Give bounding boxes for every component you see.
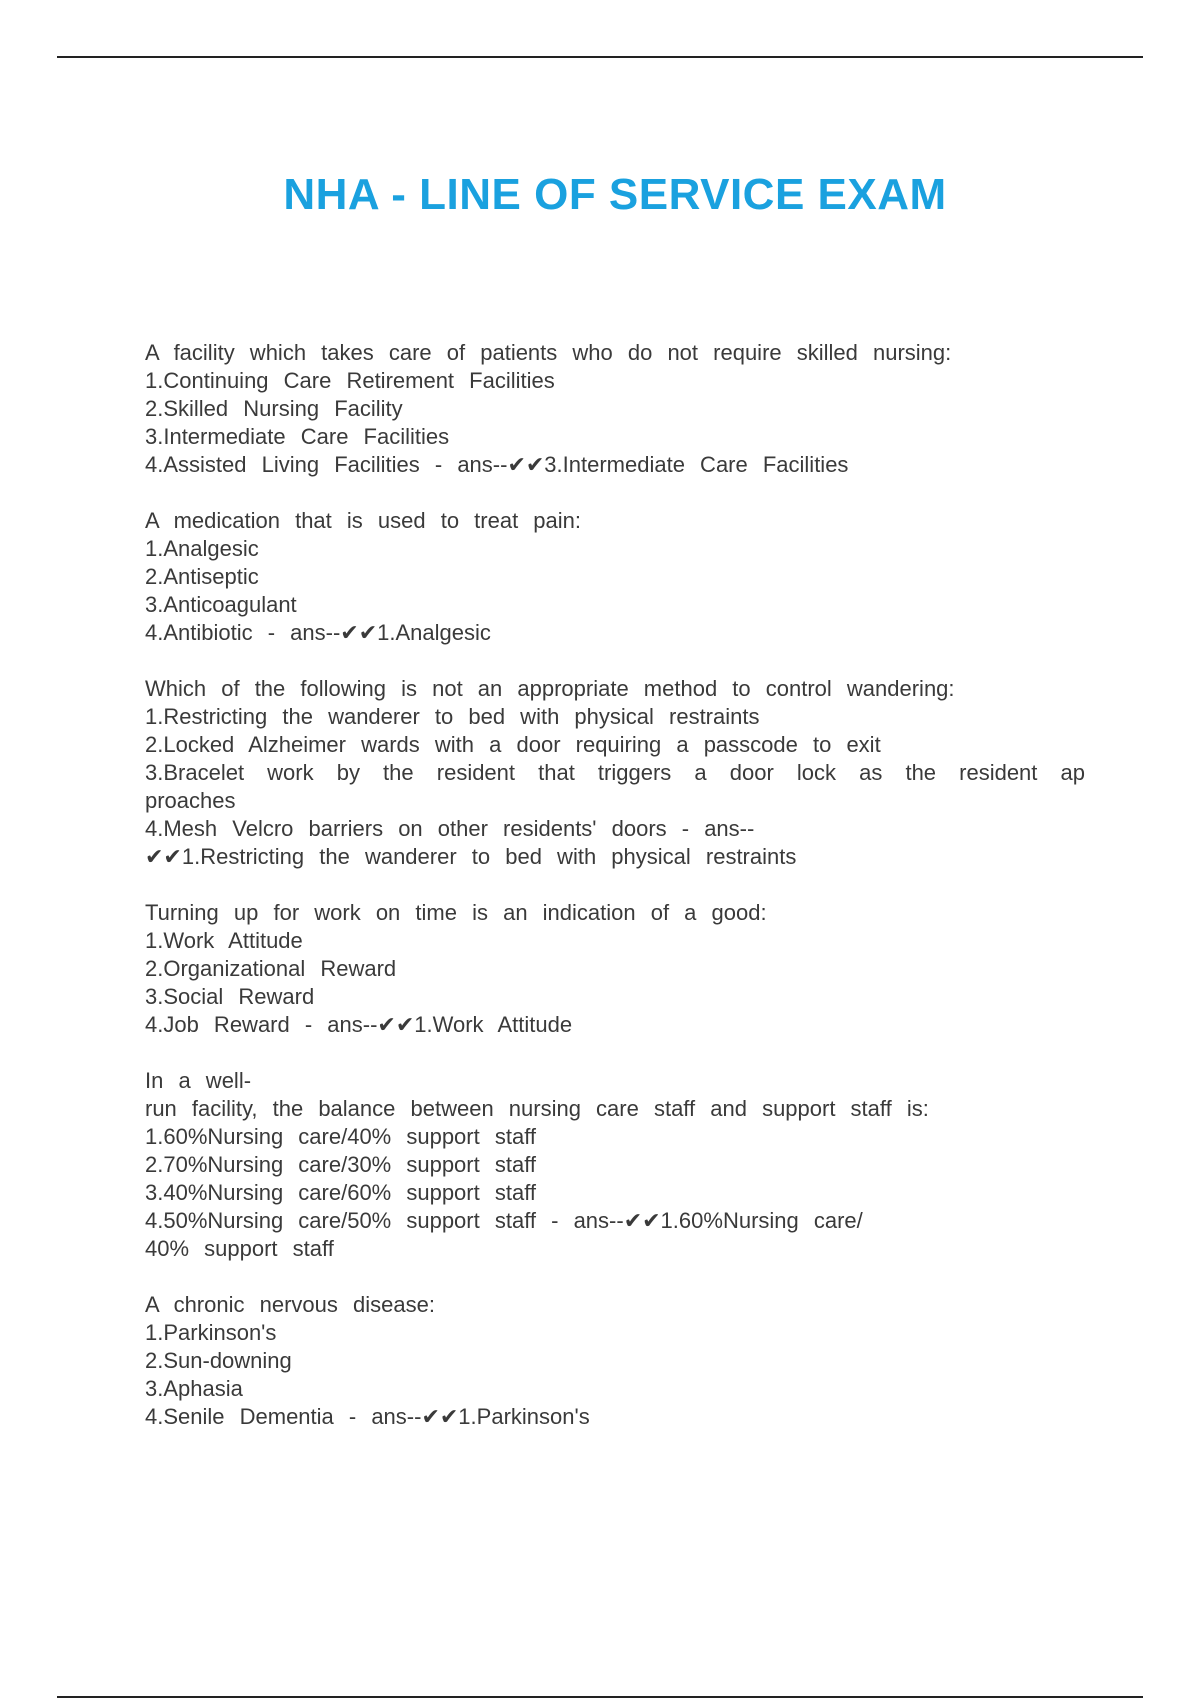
question-option: 2.Skilled Nursing Facility <box>145 396 403 421</box>
page-title: NHA - LINE OF SERVICE EXAM <box>283 170 947 219</box>
question-option: 1.60%Nursing care/40% support staff <box>145 1124 537 1149</box>
question-block-6 <box>145 1291 1085 1431</box>
question-option: 3.Aphasia <box>145 1376 243 1401</box>
question-block-4 <box>145 899 1085 1039</box>
question-option: 2.Sun-downing <box>145 1348 292 1373</box>
answer-line: ✔✔1.Restricting the wanderer to bed with physical restraints <box>145 844 797 869</box>
question-block-5 <box>145 1067 1085 1263</box>
option-with-answer: 4.Senile Dementia - ans--✔✔1.Parkinson's <box>145 1404 590 1429</box>
option-with-answer: 4.Assisted Living Facilities - ans--✔✔3.Intermediate Care Facilities <box>145 452 849 477</box>
option-with-answer: 4.50%Nursing care/50% support staff - ans--✔✔1.60%Nursing care/ <box>145 1208 863 1233</box>
question-option: 3.40%Nursing care/60% support staff <box>145 1180 537 1205</box>
question-stem: In a well- <box>145 1068 252 1093</box>
question-option: 1.Restricting the wanderer to bed with physical restraints <box>145 704 760 729</box>
question-option: 1.Parkinson's <box>145 1320 277 1345</box>
question-stem: run facility, the balance between nursing care staff and support staff is: <box>145 1096 929 1121</box>
question-option-continuation: proaches <box>145 788 236 813</box>
question-option: 3.Intermediate Care Facilities <box>145 424 450 449</box>
question-stem: A facility which takes care of patients who do not require skilled nursing: <box>145 340 952 365</box>
question-option: 4.Mesh Velcro barriers on other residents' doors - ans-- <box>145 816 755 841</box>
footer-rule <box>57 1696 1143 1698</box>
question-block-1 <box>145 339 1085 479</box>
question-list <box>145 339 1085 1459</box>
question-stem: A chronic nervous disease: <box>145 1292 435 1317</box>
question-block-2 <box>145 507 1085 647</box>
question-stem: Turning up for work on time is an indication of a good: <box>145 900 767 925</box>
option-with-answer: 4.Antibiotic - ans--✔✔1.Analgesic <box>145 620 491 645</box>
question-block-3 <box>145 675 1085 871</box>
question-option: 2.Organizational Reward <box>145 956 397 981</box>
header-rule <box>57 56 1143 58</box>
option-with-answer: 4.Job Reward - ans--✔✔1.Work Attitude <box>145 1012 573 1037</box>
answer-continuation: 40% support staff <box>145 1236 334 1261</box>
question-stem: A medication that is used to treat pain: <box>145 508 582 533</box>
question-option: 3.Bracelet work by the resident that triggers a door lock as the resident ap <box>145 760 1085 785</box>
question-option: 1.Continuing Care Retirement Facilities <box>145 368 555 393</box>
question-stem: Which of the following is not an appropriate method to control wandering: <box>145 676 955 701</box>
question-option: 3.Social Reward <box>145 984 315 1009</box>
question-option: 3.Anticoagulant <box>145 592 297 617</box>
question-option: 1.Work Attitude <box>145 928 303 953</box>
question-option: 2.Antiseptic <box>145 564 259 589</box>
question-option: 2.Locked Alzheimer wards with a door requiring a passcode to exit <box>145 732 881 757</box>
question-option: 1.Analgesic <box>145 536 259 561</box>
question-option: 2.70%Nursing care/30% support staff <box>145 1152 537 1177</box>
